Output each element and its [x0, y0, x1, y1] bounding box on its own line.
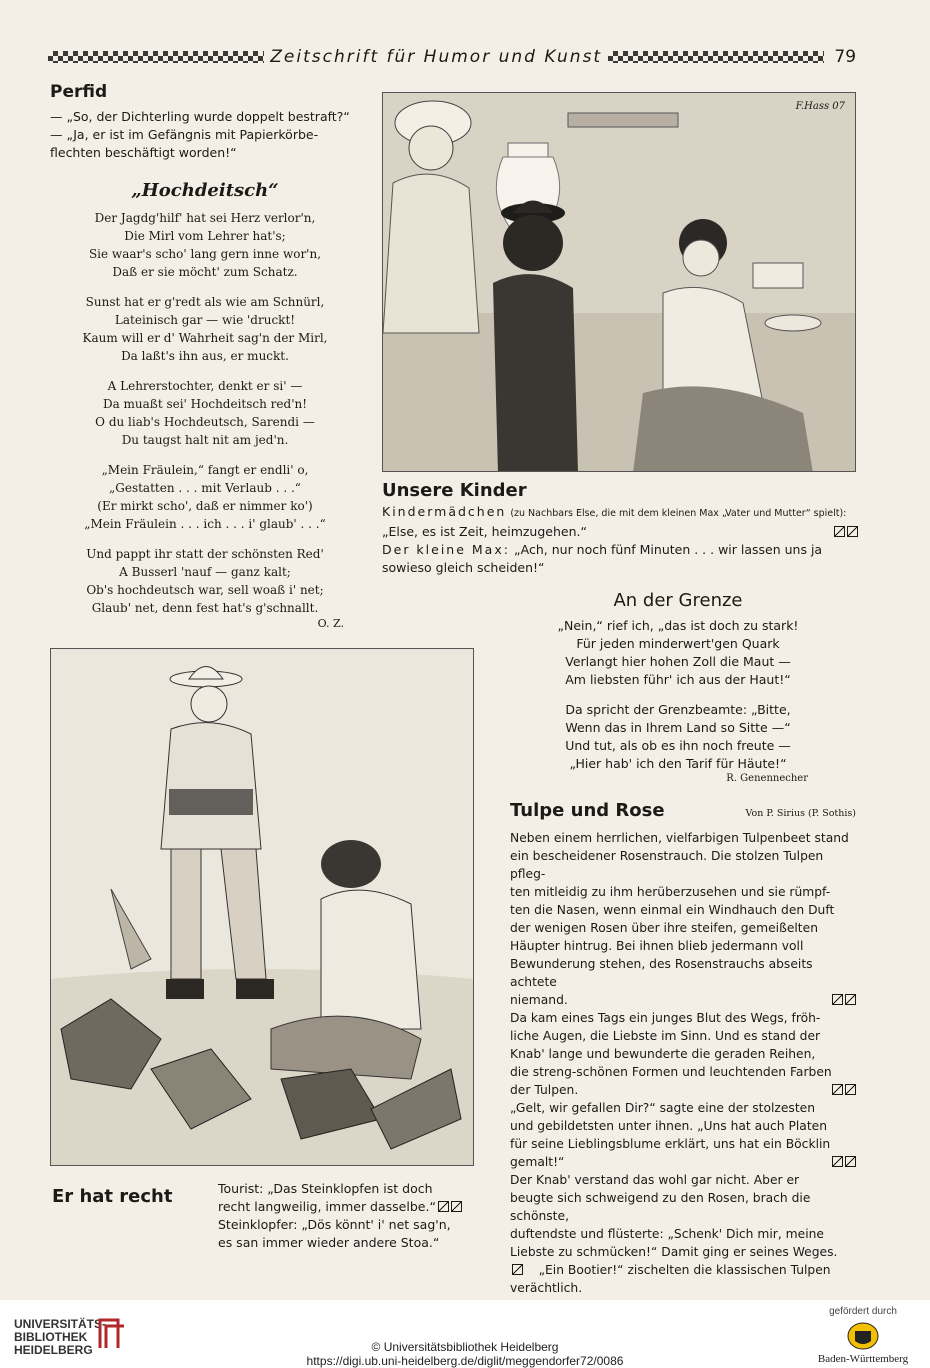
verse: „Nein,“ rief ich, „das ist doch zu stark! [557, 618, 799, 633]
page-number: 79 [834, 47, 857, 67]
tourist-and-stonebreaker-drawing [51, 649, 474, 1166]
verse: Am liebsten führ' ich aus der Haut!“ [565, 672, 791, 687]
tulpe-title: Tulpe und Rose [510, 800, 665, 821]
verse: A Lehrerstochter, denkt er si' — [107, 379, 303, 393]
stanza [500, 617, 856, 689]
text-line: ten die Nasen, wenn einmal ein Windhauch den Duft [510, 903, 835, 917]
text-line: duftendste und flüsterte: „Schenk' Dich mir, meine [510, 1227, 824, 1241]
verse: A Busserl 'nauf — ganz kalt; [119, 565, 291, 579]
dialog-line [382, 503, 858, 523]
verse: Sie waar's scho' lang gern inne wor'n, [88, 247, 322, 261]
steinklopfer-illustration [50, 648, 474, 1166]
stanza [50, 377, 360, 449]
text-line: verächtlich. [510, 1281, 583, 1295]
verse: (Er mirkt scho', daß er nimmer ko') [97, 499, 313, 513]
dialog-text: „Ach, nur noch fünf Minuten . . . wir lassen uns ja [513, 542, 823, 557]
copyright-text: © Universitätsbibliothek Heidelberg [371, 1340, 559, 1354]
unsere-kinder-title: Unsere Kinder [382, 480, 527, 501]
text-line: „Ein Bootier!“ zischelten die klassischen Tulpen [510, 1261, 856, 1279]
unsere-kinder-section [382, 480, 858, 577]
logo-line: HEIDELBERG [14, 1343, 93, 1357]
text-line: beugte sich schweigend zu den Rosen, brach die schönste, [510, 1191, 811, 1223]
text-line: niemand. [510, 991, 856, 1009]
verse: Da muaßt sei' Hochdeitsch red'n! [102, 397, 308, 411]
verse: Da laßt's ihn aus, er muckt. [121, 349, 289, 363]
text-line: Neben einem herrlichen, vielfarbigen Tulpenbeet stand [510, 831, 849, 845]
stanza [50, 545, 360, 617]
verse: Glaub' net, denn fest hat's g'schnallt. [91, 601, 319, 615]
hochdeitsch-author: O. Z. [317, 617, 344, 630]
verse: Und pappt ihr statt der schönsten Red' [86, 547, 324, 561]
grenze-author: R. Genennecher [726, 773, 808, 784]
page-header [48, 44, 856, 70]
tulpe-section [510, 800, 856, 1297]
paragraph [510, 829, 856, 1009]
text-line: Liebste zu schmücken!“ Damit ging er seines Weges. [510, 1245, 838, 1259]
verse: Für jeden minderwert'gen Quark [576, 636, 780, 651]
text-line: Da kam eines Tags ein junges Blut des Wegs, fröh- [510, 1011, 821, 1025]
dialog-line: recht langweilig, immer dasselbe.“ [218, 1198, 476, 1216]
verse: Kaum will er d' Wahrheit sag'n der Mirl, [82, 331, 328, 345]
verse: „Hier hab' ich den Tarif für Häute!“ [569, 756, 787, 771]
header-title: Zeitschrift für Humor und Kunst [270, 47, 603, 67]
text-line: ten mitleidig zu ihm herüberzusehen und sie rümpf- [510, 885, 831, 899]
verse: Sunst hat er g'redt als wie am Schnürl, [85, 295, 325, 309]
stage-direction: (zu Nachbars Else, die mit dem kleinen Max „Vater und Mutter“ spielt): [510, 508, 847, 519]
section-mark-icon [830, 1153, 856, 1171]
dialog-text: „Else, es ist Zeit, heimzugehen.“ [382, 524, 587, 539]
dialog-line [382, 523, 858, 541]
verse: O du liab's Hochdeutsch, Sarendi — [95, 415, 315, 429]
grenze-title: An der Grenze [613, 590, 743, 611]
text-line: der Tulpen. [510, 1081, 856, 1099]
perfid-line: — „Ja, er ist im Gefängnis mit Papierkörbe- [50, 127, 319, 142]
text-line: „Gelt, wir gefallen Dir?“ sagte eine der stolzesten [510, 1101, 816, 1115]
verse: Da spricht der Grenzbeamte: „Bitte, [565, 702, 791, 717]
paragraph [510, 1009, 856, 1099]
section-mark-icon [436, 1199, 462, 1214]
verse: Verlangt hier hohen Zoll die Maut — [565, 654, 791, 669]
perfid-line: — „So, der Dichterling wurde doppelt bestraft?“ [50, 109, 350, 124]
verse: Wenn das in Ihrem Land so Sitte —“ [565, 720, 791, 735]
header-ornament-left [48, 51, 264, 63]
dialog-line: Steinklopfer: „Dös könnt' i' net sag'n, [218, 1217, 451, 1232]
text-line: ein bescheidener Rosenstrauch. Die stolzen Tulpen pfleg- [510, 849, 824, 881]
verse: Ob's hochdeutsch war, sell woaß i' net; [86, 583, 324, 597]
text-line: für seine Lieblingsblume erklärt, uns hat ein Böcklin [510, 1137, 831, 1151]
verse: „Mein Fräulein,“ fangt er endli' o, [101, 463, 309, 477]
nursery-scene-drawing [383, 93, 856, 472]
library-footer [0, 1300, 930, 1368]
hochdeitsch-poem [50, 180, 360, 630]
text-line: Häupter hintrug. Bei ihnen blieb jedermann voll [510, 939, 804, 953]
funding-note [808, 1306, 918, 1365]
section-mark-icon [830, 991, 856, 1009]
text-line: Der Knab' verstand das wohl gar nicht. Aber er [510, 1173, 800, 1187]
dialog-text: sowieso gleich scheiden!“ [382, 560, 545, 575]
stanza [50, 461, 360, 533]
tulpe-byline: Von P. Sirius (P. Sothis) [745, 808, 856, 819]
speaker-name: Kindermädchen [382, 504, 507, 519]
section-mark-icon [830, 1081, 856, 1099]
verse: „Gestatten . . . mit Verlaub . . .“ [109, 481, 301, 495]
paragraph [510, 1099, 856, 1171]
dialog-line: Tourist: „Das Steinklopfen ist doch [218, 1181, 433, 1196]
perfid-line: flechten beschäftigt worden!“ [50, 145, 237, 160]
section-mark-icon [832, 523, 858, 541]
text-line: Bewunderung stehen, des Rosenstrauchs abseits achtete [510, 957, 813, 989]
stanza [50, 293, 360, 365]
verse: Du taugst halt nit am jed'n. [121, 433, 289, 447]
unsere-kinder-illustration [382, 92, 856, 472]
text-line: der wenigen Rosen über ihre steifen, gemeißelten [510, 921, 818, 935]
text-line: die streng-schönen Formen und leuchtenden Farben [510, 1065, 832, 1079]
source-url-link[interactable]: https://digi.ub.uni-heidelberg.de/diglit/meggendorfer72/0086 [306, 1354, 624, 1368]
artist-signature: F.Hass 07 [795, 101, 845, 112]
text-line: und gebildetsten unter ihnen. „Uns hat auch Platen [510, 1119, 827, 1133]
stanza [500, 701, 856, 773]
logo-line: UNIVERSITÄTS- [14, 1317, 107, 1331]
text-line: liche Augen, die Liebste im Sinn. Und es stand der [510, 1029, 821, 1043]
speaker-name: Der kleine Max: [382, 542, 510, 557]
grenze-poem [500, 590, 856, 784]
paragraph [510, 1261, 856, 1297]
perfid-title: Perfid [50, 82, 108, 102]
verse: Der Jagdg'hilf' hat sei Herz verlor'n, [94, 211, 316, 225]
hochdeitsch-title: „Hochdeitsch“ [131, 180, 279, 201]
text-line: Knab' lange und bewunderte die geraden Reihen, [510, 1047, 816, 1061]
perfid-section [50, 82, 360, 162]
text-line: gemalt!“ [510, 1153, 856, 1171]
section-mark-icon [510, 1263, 523, 1277]
verse: Die Mirl vom Lehrer hat's; [124, 229, 286, 243]
verse: Lateinisch gar — wie 'druckt! [114, 313, 296, 327]
logo-line: BIBLIOTHEK [14, 1330, 88, 1344]
funding-label: gefördert durch [829, 1306, 897, 1317]
paragraph [510, 1171, 856, 1261]
verse: „Mein Fräulein . . . ich . . . i' glaub' . . .“ [84, 517, 326, 531]
baden-wuerttemberg-crest-icon [846, 1321, 880, 1351]
dialog-line [382, 541, 858, 559]
state-name: Baden-Württemberg [817, 1353, 909, 1365]
perfid-text [50, 108, 360, 162]
verse: Und tut, als ob es ihn noch freute — [565, 738, 791, 753]
header-ornament-right [608, 51, 824, 63]
verse: Daß er sie möcht' zum Schatz. [112, 265, 298, 279]
er-hat-recht-title: Er hat recht [52, 1186, 173, 1207]
stanza [50, 209, 360, 281]
dialog-line: es san immer wieder andere Stoa.“ [218, 1235, 440, 1250]
